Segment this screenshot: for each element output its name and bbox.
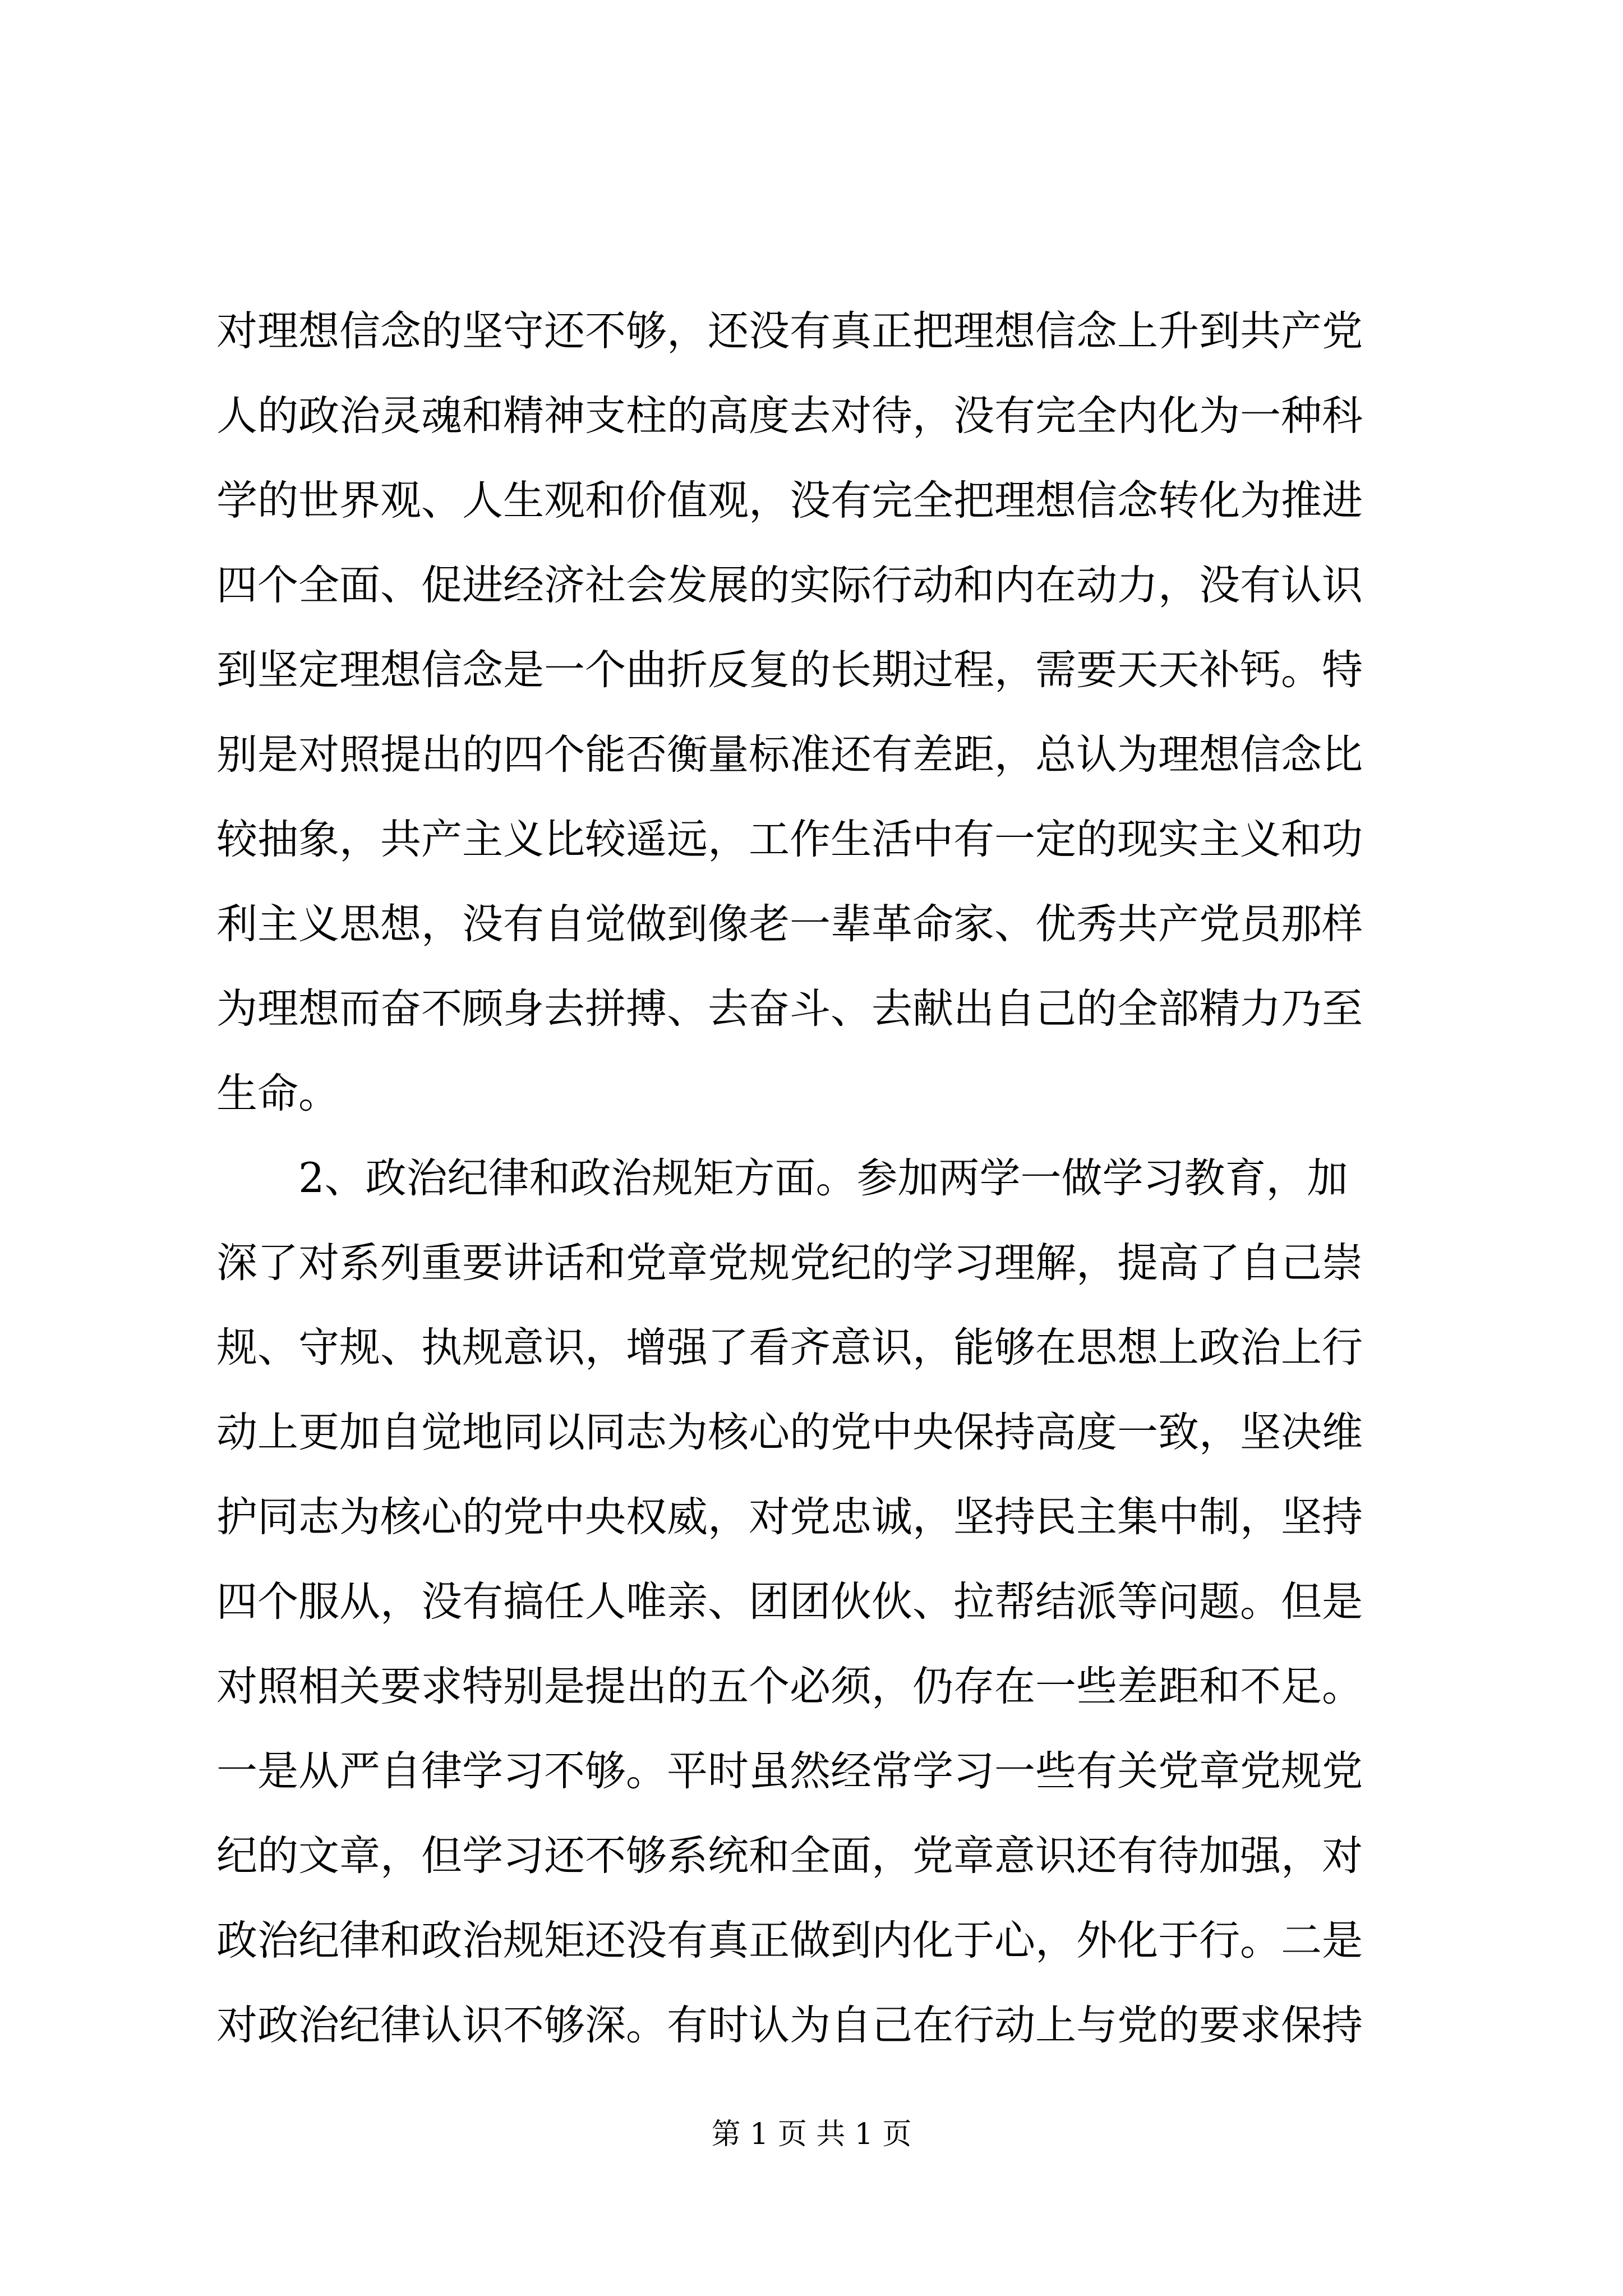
page-footer xyxy=(0,2115,1623,2154)
paragraph-2-line-8: 一是从严自律学习不够。平时虽然经常学习一些有关党章党规党 xyxy=(216,1747,1363,1795)
paragraph-1-line-5: 到坚定理想信念是一个曲折反复的长期过程，需要天天补钙。特 xyxy=(216,646,1363,694)
paragraph-1-line-2: 人的政治灵魂和精神支柱的高度去对待，没有完全内化为一种科 xyxy=(216,392,1363,440)
page-number-label: 第 1 页 共 1 页 xyxy=(711,2118,912,2151)
paragraph-1-line-6: 别是对照提出的四个能否衡量标准还有差距，总认为理想信念比 xyxy=(216,731,1363,779)
paragraph-2-line-3: 规、守规、执规意识，增强了看齐意识，能够在思想上政治上行 xyxy=(216,1324,1363,1372)
paragraph-2-line-9: 纪的文章，但学习还不够系统和全面，党章意识还有待加强，对 xyxy=(216,1832,1363,1880)
paragraph-1-line-3: 学的世界观、人生观和价值观，没有完全把理想信念转化为推进 xyxy=(216,477,1363,524)
paragraph-1-line-9: 为理想而奋不顾身去拼搏、去奋斗、去献出自己的全部精力乃至 xyxy=(216,985,1363,1033)
paragraph-2-line-2: 深了对系列重要讲话和党章党规党纪的学习理解，提高了自己崇 xyxy=(216,1239,1363,1287)
paragraph-2-line-5: 护同志为核心的党中央权威，对党忠诚，坚持民主集中制，坚持 xyxy=(216,1493,1363,1541)
document-body xyxy=(216,289,1411,2068)
paragraph-1-line-4: 四个全面、促进经济社会发展的实际行动和内在动力，没有认识 xyxy=(216,562,1363,609)
paragraph-2-line-4: 动上更加自觉地同以同志为核心的党中央保持高度一致，坚决维 xyxy=(216,1409,1363,1456)
paragraph-2-line-6: 四个服从，没有搞任人唯亲、团团伙伙、拉帮结派等问题。但是 xyxy=(216,1578,1363,1626)
paragraph-1-line-1: 对理想信念的坚守还不够，还没有真正把理想信念上升到共产党 xyxy=(216,307,1363,355)
paragraph-1-line-8: 利主义思想，没有自觉做到像老一辈革命家、优秀共产党员那样 xyxy=(216,900,1363,948)
paragraph-2-line-7: 对照相关要求特别是提出的五个必须，仍存在一些差距和不足。 xyxy=(216,1663,1363,1710)
paragraph-2-line-1: 2、政治纪律和政治规矩方面。参加两学一做学习教育，加 xyxy=(298,1154,1348,1202)
paragraph-2-line-11: 对政治纪律认识不够深。有时认为自己在行动上与党的要求保持 xyxy=(216,2001,1363,2049)
paragraph-2-line-10: 政治纪律和政治规矩还没有真正做到内化于心，外化于行。二是 xyxy=(216,1917,1363,1964)
paragraph-1-line-10: 生命。 xyxy=(216,1070,339,1117)
paragraph-1-line-7: 较抽象，共产主义比较遥远，工作生活中有一定的现实主义和功 xyxy=(216,816,1363,863)
